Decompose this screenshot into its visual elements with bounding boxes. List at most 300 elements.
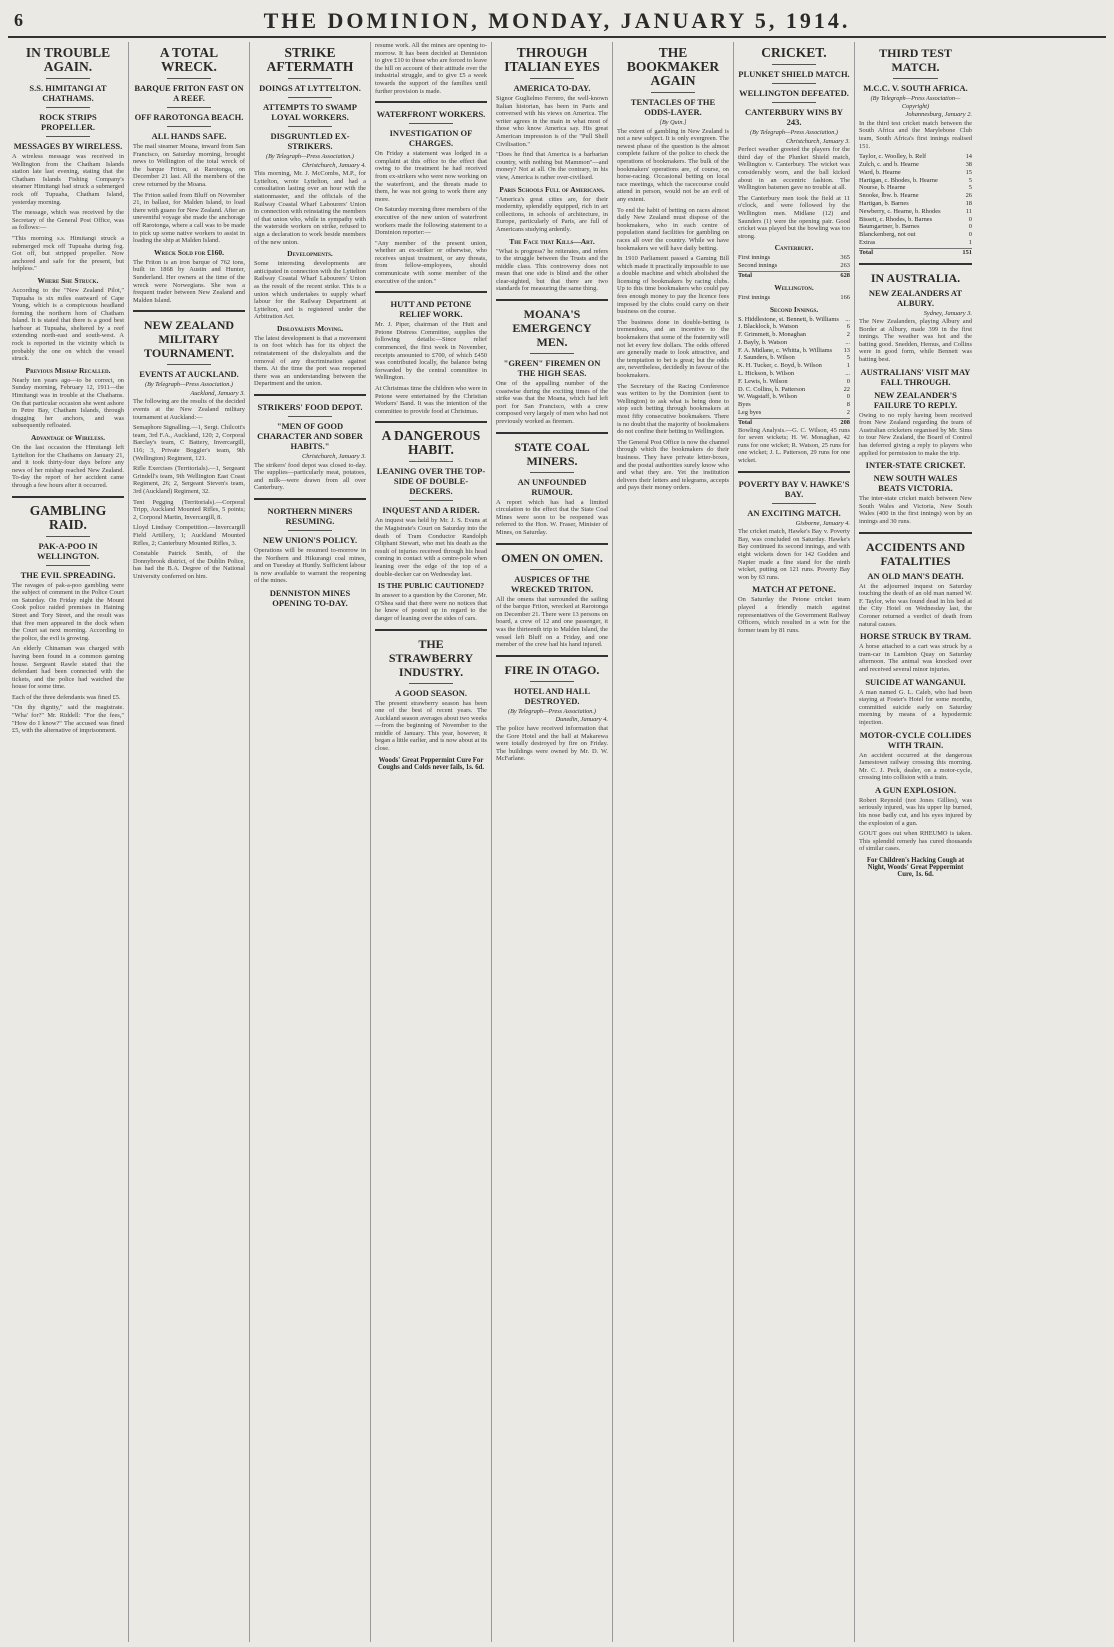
score-runs: 26 [965,192,972,200]
article-paragraph: Operations will be resumed to-morrow in the Northern and Hikurangi coal mines, and on Tuesday at Huntly. Sufficient labour is now available to warrant the reopening of the mines. [254,547,366,585]
score-label: L. Hickson, b. Wilson [738,370,795,378]
divider [772,83,817,84]
subheading: INTER-STATE CRICKET. [865,460,966,471]
section-heading: Wreck Sold for £160. [153,247,224,257]
score-runs: ... [845,338,850,346]
score-runs: 38 [965,160,972,168]
article-paragraph: GOUT goes out when RHEUMO is taken. This splendid remedy has cured thousands of similar cases. [859,830,972,853]
divider [46,565,91,566]
divider [530,569,575,570]
subheading: M.C.C. V. SOUTH AFRICA. [863,83,968,93]
column-5 [492,42,613,1642]
divider [46,107,91,108]
score-runs: 208 [840,418,850,426]
divider [288,126,333,127]
article-divider [375,291,487,293]
article-paragraph: Some interesting developments are anticipated in connection with the Lyttelton Railway Coastal Wharf Labourers' Union as the result of the recent strike. This is a union which undertakes to supply wharf labour for the Railway Department at Lyttelton, and is registered under the Arbitration Act. [254,260,366,321]
score-runs: 263 [840,262,850,270]
section-heading: Developments. [287,249,333,259]
article-paragraph: "On thy dignity," said the magistrate. "Wha' for?" Mr. Riddell: "For the fees," "How do I know?" The accused was fined £5, with the alternative of imprisonment. [12,704,124,735]
column-3 [250,42,371,1642]
byline: (By Telegraph—Press Association.) [266,153,354,160]
score-label: Newberry, c. Hearne, b. Rhodes [859,207,941,215]
dateline: Gisborne, January 4. [795,519,850,527]
divider [530,472,575,473]
score-row [859,200,972,208]
score-runs: 2 [846,331,850,339]
score-label: Hartigan, c. Bhodes, b. Hearne [859,176,938,184]
headline: THROUGH ITALIAN EYES [504,45,600,74]
byline: [By Quin.] [659,119,687,126]
subheading: AUSPICES OF THE WRECKED TRITON. [510,573,594,594]
headline: OMEN ON OMEN. [501,550,603,565]
subheading: PLUNKET SHIELD MATCH. [738,69,850,79]
score-row [859,192,972,200]
score-row [738,339,850,347]
article-paragraph: Bowling Analysis.—G. C. Wilson, 45 runs for seven wickets; H. W. Monaghan, 42 runs for one wicket; R. Watson, 25 runs for one wicket; J. L. Patterson, 29 runs for one wicket. [738,426,850,465]
score-runs: 6 [846,323,850,331]
section-heading: Where She Struck. [37,275,99,285]
headline: STRIKE AFTERMATH [266,45,354,74]
article-paragraph: At the adjourned inquest on Saturday touching the death of an old man named W. F. Taylor, who was found dead in his bed at the City Hotel on Wednesday last, the Coroner returned a verdict of death from natural causes. [859,582,972,628]
subheading: "GREEN" FIREMEN ON THE HIGH SEAS. [503,358,601,379]
article-paragraph: An accident occurred at the dangerous Jamestown railway crossing this morning. Mr. C. J. Peck, dealer, on a motor-cycle, crossing into collision with a train. [859,751,972,782]
article-paragraph: The New Zealanders, playing Albury and Border at Albury, made 399 in the first innings. The weather was hot and the batting good. Snedden, Hemus, and Collins were in good form, while Bennett was batting best. [859,318,972,364]
score-label: First innings [738,254,771,262]
score-label: Total [859,248,873,256]
article-paragraph: The following are the results of the decided events at the New Zealand military tournament at Auckland:— [133,398,245,421]
score-row [738,354,850,362]
article-paragraph: Constable Patrick Smith, of the Donnybrook district, of the Dublin Police, has had the B.A. Degree of the National University conferred on him. [133,550,245,580]
subheading: S.S. HIMITANGI AT CHATHAMS. [29,83,107,103]
article-divider [859,532,972,534]
article-paragraph: The General Post Office is now the channel through which the bookmakers do their business. They have private letter-boxes, and the postal authorities surely know who and what they are. Yet the institution delivers their letters and telegrams, accepts and pays their money orders. [617,438,729,492]
score-label: Taylor, c. Woolley, b. Relf [859,153,927,161]
article-paragraph: According to the "New Zealand Pilot," Tupuaha is six miles eastward of Cape Young, which is a conspicuous headland forming the northern horn of Chatham Island. It is stated that there is a good best harbour at Tupuaha, sheltered by a reef extending north-east and south-west. A rock is reported in the vicinity which is probably the one on which the vessel struck. [12,286,124,363]
score-label: Zulch, c. and b. Hearne [859,160,919,168]
article-divider [254,394,366,396]
score-row [859,216,972,224]
divider [409,683,454,684]
subheading: POVERTY BAY V. HAWKE'S BAY. [738,478,850,499]
article-paragraph: On Saturday morning three members of the executive of the new union of waterfront workers made the following statement to a Dominion reporter:— [375,206,487,237]
score-runs: 15 [965,168,972,176]
article-paragraph: At Christmas time the children who were in Petone were entertained by the Christian Workers' Band. It was the intention of the committee to provide food at Christmas. [375,385,487,415]
score-table [738,294,850,302]
score-row [859,153,972,161]
article-paragraph: The latest development is that a movement is on foot which has for its object the reinstatement of the disloyalists and the removal of any discrimination against them. At the time the port was reopened there was an understanding between the Department and the union. [254,334,366,388]
divider [409,500,454,501]
score-row [859,169,972,177]
subheading: A GOOD SEASON. [394,687,468,698]
article-paragraph: One of the appalling number of the coastwise during the exciting times of the strike was that the Moana, which had left port for San Francisco, with a crew composed very largely of men who had not previously worked as firemen. [496,380,608,426]
subheading: MATCH AT PETONE. [752,584,836,595]
subheading: OFF RAROTONGA BEACH. [134,112,244,122]
divider [288,97,333,98]
subheading: MESSAGES BY WIRELESS. [13,141,123,151]
subheading: DENNISTON MINES OPENING TO-DAY. [269,587,351,608]
score-label: Extras [859,238,876,246]
article-divider [496,432,608,434]
article-paragraph: The cricket match, Hawke's Bay v. Poverty Bay, was concluded on Saturday. Hawke's Bay continued its second innings, and with eight wickets down for 142 Godden and Napier made a fine stand for the ninth wicket, putting on 121 runs. Poverty Bay won by 63 runs. [738,528,850,581]
headline: MOANA'S EMERGENCY MEN. [512,307,592,350]
score-label: S. Hiddlestone, st. Bennett, b. Williams [738,315,839,323]
score-row [738,386,850,394]
article-paragraph: The strikers' food depot was closed to-day. The supplies—particularly meat, potatoes, and milk—were drawn from all over Canterbury. [254,461,366,492]
divider [288,416,333,417]
subheading: CANTERBURY WINS BY 243. [745,107,843,127]
score-table [738,316,850,417]
article-paragraph: Each of the three defendants was fined £5. [12,693,121,701]
column-6 [613,42,734,1642]
headline: NEW ZEALAND MILITARY TOURNAMENT. [143,318,235,361]
score-label: J. Bayly, b. Watson [738,338,788,346]
article-paragraph: The present strawberry season has been one of the best of recent years. The Auckland season averages about two weeks—from the beginning of November to the middle of January. This year, however, it began a little earlier, and is now about at its close. [375,699,487,753]
column-7 [734,42,855,1642]
headline: THIRD TEST MATCH. [879,46,952,74]
column-4 [371,42,492,1642]
subheading: WATERFRONT WORKERS. [376,109,486,120]
article-divider [496,299,608,301]
column-1 [8,42,129,1642]
headline: THE BOOKMAKER AGAIN [626,45,720,88]
divider [167,107,212,108]
article-divider [859,263,972,265]
score-row [738,323,850,331]
score-runs: ... [845,370,850,378]
article-divider [496,543,608,545]
article-paragraph: In answer to a question by the Coroner, Mr. O'Shea said that there were no notices that he knew of posted up in regard to the danger of leaning over the sides of cars. [375,592,487,622]
article-paragraph: A man named G. L. Caleb, who had been staying at Foster's Hotel for some months, committed suicide early on Saturday morning by means of a hypodermic injection. [859,688,972,726]
section-heading: The Face that Kills—Art. [509,236,595,246]
score-runs: 628 [840,271,850,279]
divider [46,136,91,137]
article-paragraph: The police have received information that the Gore Hotel and the hall at Makarewa were totally destroyed by fire on Friday. The buildings were owned by Mr. D. W. McFarlane. [496,724,608,763]
subheading: AN EXCITING MATCH. [747,507,841,518]
headline: STATE COAL MINERS. [514,439,590,468]
score-label: Total [738,271,752,279]
article-paragraph: The mail steamer Moana, inward from San Francisco, on Saturday morning, brought news to Wellington of the total wreck of the barque Friton, at Rarotonga, on December 21 last. All the members of the crew returned by the Moana. [133,143,245,188]
dateline: Auckland, January 3. [190,389,245,397]
score-label: D. C. Collins, b. Patterson [738,385,806,393]
score-total [859,248,972,257]
subheading: HORSE STRUCK BY TRAM. [860,631,971,642]
score-label: Hartigan, b. Barnes [859,199,909,207]
subheading: AUSTRALIANS' VISIT MAY FALL THROUGH. [860,366,971,387]
subheading: INVESTIGATION OF CHARGES. [389,128,473,149]
article-paragraph: A report which has had a limited circulation to the effect that the State Coal Mines were soon to be reopened was referred to the Hon. W. Fraser, Minister of Mines, on Saturday. [496,498,608,536]
article-paragraph: "What is progress? he reiterates, and refers to the struggle between the Trusts and the middle class. This controversy does not mean that one side is blind and the other clear-sighted, but that there are two standards for measuring the same thing. [496,247,608,293]
subheading: BARQUE FRITON FAST ON A REEF. [134,83,244,103]
score-row [859,208,972,216]
article-paragraph: "This morning s.s. Himitangi struck a submerged rock off Tupuaha during fog. Got off, but stripped propeller. Now anchored and safe for the present, but helpless." [12,234,124,273]
headline: CRICKET. [761,45,827,60]
score-runs: 0 [968,231,972,239]
score-row [738,401,850,409]
divider [288,530,333,531]
article-divider [375,101,487,103]
divider [772,503,817,504]
divider [167,78,212,79]
article-paragraph: The message, which was received by the Secretary of the General Post Office, was as follows:— [12,209,124,232]
score-row [738,347,850,355]
score-row [738,331,850,339]
article-paragraph: In the third test cricket match between the South Africa and the Marylebone Club team, South Africa's first innings realised 151. [859,119,972,150]
subheading: NEW ZEALANDER'S FAILURE TO REPLY. [873,389,958,410]
score-row [738,294,850,302]
divider [893,78,938,79]
divider [167,126,212,127]
headline: A TOTAL WRECK. [159,45,219,74]
score-label: First innings [738,293,771,301]
article-paragraph: To end the habit of betting on races almost daily New Zealand must dispose of the bookmakers, who in each centre of population stand facilities for gambling on races all over the country. While we have bookmakers we will have daily betting. [617,206,729,252]
article-paragraph: "Does he find that America is a barbarian country, with nothing but Mammon"—and money? Not at all. On the contrary, in his view, America is rather over-civilised. [496,151,608,181]
divider [651,92,696,93]
subheading: THE EVIL SPREADING. [20,569,116,580]
article-paragraph: In 1910 Parliament passed a Gaming Bill which made it practically impossible to use a double machine and which abolished the licensing of bookmakers by racing clubs. Up to this time bookmakers who could pay fees enough money to pay the licence fees imposed by the clubs could carry on their business on the course. [617,255,729,316]
score-label: Baumgartner, b. Barnes [859,223,920,231]
subheading: WELLINGTON DEFEATED. [739,88,849,98]
article-paragraph: The Canterbury men took the field at 11 o'clock, and were followed by the Wellington men. Midlane (12) and Saunders (1) were the opening pair. Good cricket was played but the bowling was too strong. [738,194,850,240]
score-runs: 22 [843,385,850,393]
article-paragraph: Semaphore Signalling.—1, Sergt. Chilcott's team, 3rd F.A., Auckland, 120; 2, Corporal Barclay's team, C Battery, Invercargill, 116; 3, Private Boggier's team, 9th (Wellington) Regiment, 121. [133,424,245,462]
score-label: F. Lewis, b. Wilson [738,377,788,385]
subheading: AMERICA TO-DAY. [513,83,591,93]
subheading: DOINGS AT LYTTELTON. [259,83,361,93]
score-label: Ward, b. Hearne [859,168,901,176]
newspaper-title: THE DOMINION, MONDAY, JANUARY 5, 1914. [263,8,851,33]
score-runs: 0 [846,377,850,385]
headline: A DANGEROUS HABIT. [381,428,481,458]
column-8 [855,42,976,1642]
divider [530,353,575,354]
score-runs: 166 [840,293,850,301]
score-runs: 8 [846,401,850,409]
article-divider [496,655,608,657]
headline: IN AUSTRALIA. [870,270,961,285]
article-paragraph: Owing to no reply having been received from New Zealand regarding the team of Australian cricketers organised by Mr. Sims to tour New Zealand, the Board of Control has deferred giving a reply to players who applied for permission to make the trip. [859,411,972,457]
article-paragraph: The inter-state cricket match between New South Wales and Victoria, New South Wales (400 in the first innings) won by an innings and 30 runs. [859,495,972,526]
divider [46,536,91,537]
dateline: Christchurch, January 3. [785,137,850,145]
article-paragraph: Perfect weather greeted the players for the third day of the Plunket Shield match, Wellington v. Canterbury. The wicket was considerably worn, and the ball kicked about in an eccentric fashion. The Wellington batsmen gave no trouble at all. [738,146,850,192]
article-paragraph: Rifle Exercises (Territorials).—1, Sergeant Grindell's team, 9th Wellington East Coast Regiment, 26; 2, Sergeant Steven's team, 3rd (Auckland) Regiment, 32. [133,465,245,495]
columns [8,42,1106,1642]
score-runs: 0 [968,223,972,231]
score-label: Bissett, c. Rhodes, b. Barnes [859,215,933,223]
score-table [738,254,850,270]
byline: (By Telegraph—Press Association—Copyright) [870,95,961,110]
headline: IN TROUBLE AGAIN. [25,45,111,74]
article-divider [12,496,124,498]
score-total [738,271,850,280]
article-paragraph: The Friton is an iron barque of 762 tons, built in 1868 by Austin and Hunter, Sunderland. Her owners at the time of the wreck were Norwegians. She was a frequent trader between New Zealand and Malden Island. [133,258,245,304]
section-heading: Paris Schools Full of Americans. [499,184,605,194]
section-heading: Wellington. [774,282,814,292]
article-paragraph: An elderly Chinaman was charged with having been found in a common gaming house. Sergeant Rawle stated that the defendant had been connected with the tickets, and the police had watched the house for some time. [12,645,124,691]
score-row [738,378,850,386]
section-heading: Previous Mishap Recalled. [25,365,111,375]
headline: ACCIDENTS AND FATALITIES [865,539,966,568]
score-row [738,254,850,262]
section-heading: IS THE PUBLIC CAUTIONED? [377,581,485,591]
article-paragraph: The extent of gambling in New Zealand is not a new subject. It is only evergreen. The newest phase of the question is the almost complete failure of the police to check the operations of bookmakers. The bulk of the bookmakers' operations are, of course, on horse-racing. Occasional betting on local race meetings, which the racecourse could attend in person, would not be an evil of any extent. [617,127,729,203]
article-paragraph: On Friday a statement was lodged in a complaint at this office to the effect that owing to the treatment he had received from ex-strikers who were now working on the waterfront, and the threats made to them, he was not going to work there any more. [375,150,487,203]
score-runs: 5 [846,354,850,362]
page-number: 6 [14,10,23,30]
score-runs: 13 [843,346,850,354]
dateline: Johannesburg, January 2. [905,111,972,119]
article-divider [738,471,850,473]
headline: THE STRAWBERRY INDUSTRY. [388,636,474,679]
score-label: Snooke, lbw. b. Hearne [859,192,919,200]
subheading: SUICIDE AT WANGANUI. [865,676,966,687]
section-heading: Advantage of Wireless. [30,433,106,442]
article-paragraph: The Friton sailed from Bluff on November 21, in ballast, for Malden Island, to load there with guano for New Zealand. After an uneventful voyage she made the anchorage off Rarotonga, where a call was to be made to pick up some native workers to assist in loading the ship at Malden Island. [133,191,245,245]
byline: (By Telegraph—Press Association.) [508,707,596,715]
advertisement: For Children's Hacking Cough at Night, Woods' Great Peppermint Cure, 1s. 6d. [866,857,965,879]
subheading: TENTACLES OF THE ODDS-LAYER. [630,97,716,117]
subheading: "MEN OF GOOD CHARACTER AND SOBER HABITS." [257,421,363,452]
score-runs: 365 [840,254,850,262]
headline: FIRE IN OTAGO. [504,662,600,677]
score-label: K. H. Tucker, c. Boyd, b. Wilson [738,362,822,370]
score-row [859,161,972,169]
subheading: STRIKERS' FOOD DEPOT. [257,402,363,413]
article-paragraph: The ravages of pak-a-poo gambling were the subject of comment in the Police Court on Saturday. On Friday night the Mount Cook police raided premises in Haining Street and Tory Street, and the result was that five men appeared in the dock when the Court sat next morning. According to the police, the evil is growing. [12,581,124,642]
score-label: Blanckenberg, not out [859,231,916,239]
divider [530,78,575,79]
article-divider [254,498,366,500]
score-runs: 14 [965,153,972,161]
article-divider [375,421,487,423]
article-paragraph: Robert Reynold (not Jones Gillies), was seriously injured, was his upper lip burned, his nose badly cut, and his eyes injured by the explosion of a gun. [859,796,972,827]
divider [167,364,212,365]
score-table [859,153,972,247]
score-label: F. Grimmett, b. Monaghan [738,331,807,339]
article-paragraph: All the omens that surrounded the sailing of the barque Friton, wrecked at Rarotonga on December 21. There were 13 persons on board, a crew of 12 and one passenger, it was the thirteenth trip to Malden Island, the vessel left Bluff on a Friday, and one member of the crew had his hand injured. [496,595,608,649]
byline: (By Telegraph—Press Association.) [145,381,233,389]
advertisement: Woods' Great Peppermint Cure For Coughs and Colds never fails, 1s. 6d. [377,756,485,771]
score-row [738,262,850,270]
score-runs: 2 [846,409,850,417]
score-row [738,316,850,324]
article-paragraph: On the last occasion the Himitangi left Lyttelton for the Chathams on January 21, and it took thirty-four days before any news of her mishap reached New Zealand. To-day the report of her accident came through a few hours after it occurred. [12,444,124,489]
article-paragraph: A wireless message was received in Wellington from the Chatham Islands station late last evening, stating that the Chatham Islands Fishing Company's steamer Himitangi had struck a submerged rock off Tupuaha, Chatham Island, yesterday morning. [12,153,124,206]
score-row [859,177,972,185]
article-divider [375,629,487,631]
masthead [8,6,1106,38]
divider [288,78,333,79]
article-paragraph: Mr. J. Piper, chairman of the Hutt and Petone Distress Committee, supplies the following details:—Since relief commenced, the first week in November, receipts amounted to £700, of which £450 was contributed locally, the balance being forwarded by the central committee in Wellington. [375,321,487,382]
section-heading: Second Innings. [769,304,819,314]
dateline: Sydney, January 3. [923,309,972,317]
score-runs: 18 [965,199,972,207]
divider [409,461,454,462]
subheading: NEW UNION'S POLICY. [262,535,358,545]
score-label: Nourse, b. Hearne [859,184,906,192]
article-paragraph: "Any member of the present union, whether an ex-striker or otherwise, who receives unjust treatment, or any threats, from fellow-employees, should communicate with some member of the executive of the union." [375,239,487,285]
score-label: F. A. Midlane, c. Whitta, b. Williams [738,346,833,354]
section-heading: Canterbury. [774,243,814,253]
score-total [738,418,850,427]
divider [772,102,817,103]
score-runs: 151 [962,248,972,256]
divider [46,78,91,79]
headline: GAMBLING RAID. [29,502,107,532]
article-paragraph: The Secretary of the Racing Conference was written to by the Dominion (sent to Wellington) to ask what is being done to stop such betting through bookmakers at most fifty consecutive bookmakers. There is no doubt that the majority of bookmakers do not confine their betting to Wellington. [617,382,729,436]
byline: (By Telegraph—Press Association.) [750,129,838,136]
subheading: ATTEMPTS TO SWAMP LOYAL WORKERS. [263,102,357,122]
score-label: J. Saunders, b. Wilson [738,354,795,362]
divider [772,64,817,65]
dateline: Christchurch, January 4. [301,161,366,169]
subheading: HUTT AND PETONE RELIEF WORK. [390,299,472,320]
subheading: NEW ZEALANDERS AT ALBURY. [868,287,963,308]
subheading: HOTEL AND HALL DESTROYED. [513,685,591,706]
score-label: Total [738,418,752,426]
article-divider [133,310,245,312]
subheading: EVENTS AT AUCKLAND. [139,369,239,380]
score-runs: 5 [968,184,972,192]
score-runs: 0 [968,215,972,223]
score-runs: 1 [968,238,972,246]
dateline: Dunedin, January 4. [555,716,608,724]
score-row [738,362,850,370]
subheading: NEW SOUTH WALES BEATS VICTORIA. [873,473,958,494]
score-row [859,223,972,231]
score-row [738,393,850,401]
subheading: NORTHERN MINERS RESUMING. [267,506,353,526]
article-paragraph: This morning, Mr. J. McCombs, M.P., for Lyttelton, wrote Lyttelton, and had a consultation lasting over an hour with the stationmaster, and the officials of the Railway Coastal Wharf Labourers' Union in connection with reinstating the members of that union who, while in sympathy with the waterside workers on strike, refused to sign a declaration to work beside members of the new union. [254,170,366,246]
article-paragraph: Tent Pegging (Territorials).—Corporal Tripp, Auckland Mounted Rifles, 5 points; 2, Corporal Martin, Invercargill, 8. [133,498,245,521]
article-paragraph: Signor Guglielmo Ferrero, the well-known Italian historian, has been in Paris and conversed with his views on America. The writer agrees in the main in what most of those who know America say. His great American impression is of the "Pull Shell Civilisation." [496,95,608,148]
subheading: PAK-A-POO IN WELLINGTON. [37,540,99,561]
score-row [738,409,850,417]
subheading: A GUN EXPLOSION. [875,784,956,795]
article-paragraph: An inquest was held by Mr. J. S. Evans at the Magistrate's Court on Saturday into the death of Tram Conductor Randolph Oliphant Stewart, who met his death as the result of injuries received through his head coming in contact with a centre-pole when leaning over the edge of the top of a double-decker car on Wednesday last. [375,517,487,578]
dateline: Christchurch, January 3. [301,453,366,461]
score-label: Byes [738,401,751,409]
article-paragraph: Lloyd Lindsay Competition.—Invercargill Field Artillery, 1; Auckland Mounted Rifles, 2; Canterbury Mounted Rifles, 3. [133,524,245,547]
article-paragraph: resume work. All the mines are opening to-morrow. It has been decided at Denniston to give £10 to those who are forced to leave the hill on account of their attitude over the industrial struggle, and to give £5 a week towards the support of the families until further provision is made. [375,42,487,95]
article-paragraph: The business done in double-betting is tremendous, and an incentive to the bookmakers that some of the fraternity will not let every few dollars. The odds offered are generally made to look attractive, and the temptation to bet is great; but the odds are, nevertheless, decidedly in favour of the bookmakers. [617,318,729,379]
score-runs: 5 [968,176,972,184]
subheading: ALL HANDS SAFE. [151,131,227,141]
score-row [859,231,972,239]
score-label: Second innings [738,262,778,270]
article-paragraph: On Saturday the Petone cricket team played a friendly match against representatives of the Government Railway Officers, which resulted in a win for the former team by 81 runs. [738,596,850,634]
score-row [859,239,972,247]
score-runs: 11 [965,207,972,215]
score-runs: ... [845,315,850,323]
subheading: MOTOR-CYCLE COLLIDES WITH TRAIN. [859,729,972,750]
column-2 [129,42,250,1642]
subheading: AN OLD MAN'S DEATH. [867,570,964,581]
section-heading: Disloyalists Moving. [276,323,344,333]
divider [409,123,454,124]
article-paragraph: "America's great cities are, for their modernity, splendidly equipped, rich in art collections, in schools of architecture, in Europe, particularly of Paris, are full of Americans studying ardently. [496,195,608,233]
subheading: AN UNFOUNDED RUMOUR. [517,476,587,497]
score-label: Leg byes [738,409,762,417]
article-paragraph: Nearly ten years ago—to be correct, on Sunday morning, February 12, 1911—the Himitangi was in trouble at the Chathams. On that particular occasion she went ashore in Petre Bay, Chatham Islands, through dragging her anchors, and was subsequently refloated. [12,376,124,430]
subheading: ROCK STRIPS PROPELLER. [39,112,97,132]
score-runs: 1 [846,362,850,370]
divider [530,681,575,682]
score-runs: 0 [846,393,850,401]
score-label: J. Blacklock, b. Watson [738,323,799,331]
article-paragraph: A horse attached to a cart was struck by a tram-car in Lambton Quay on Saturday afternoon. The animal was knocked over and received several minor injuries. [859,643,972,673]
